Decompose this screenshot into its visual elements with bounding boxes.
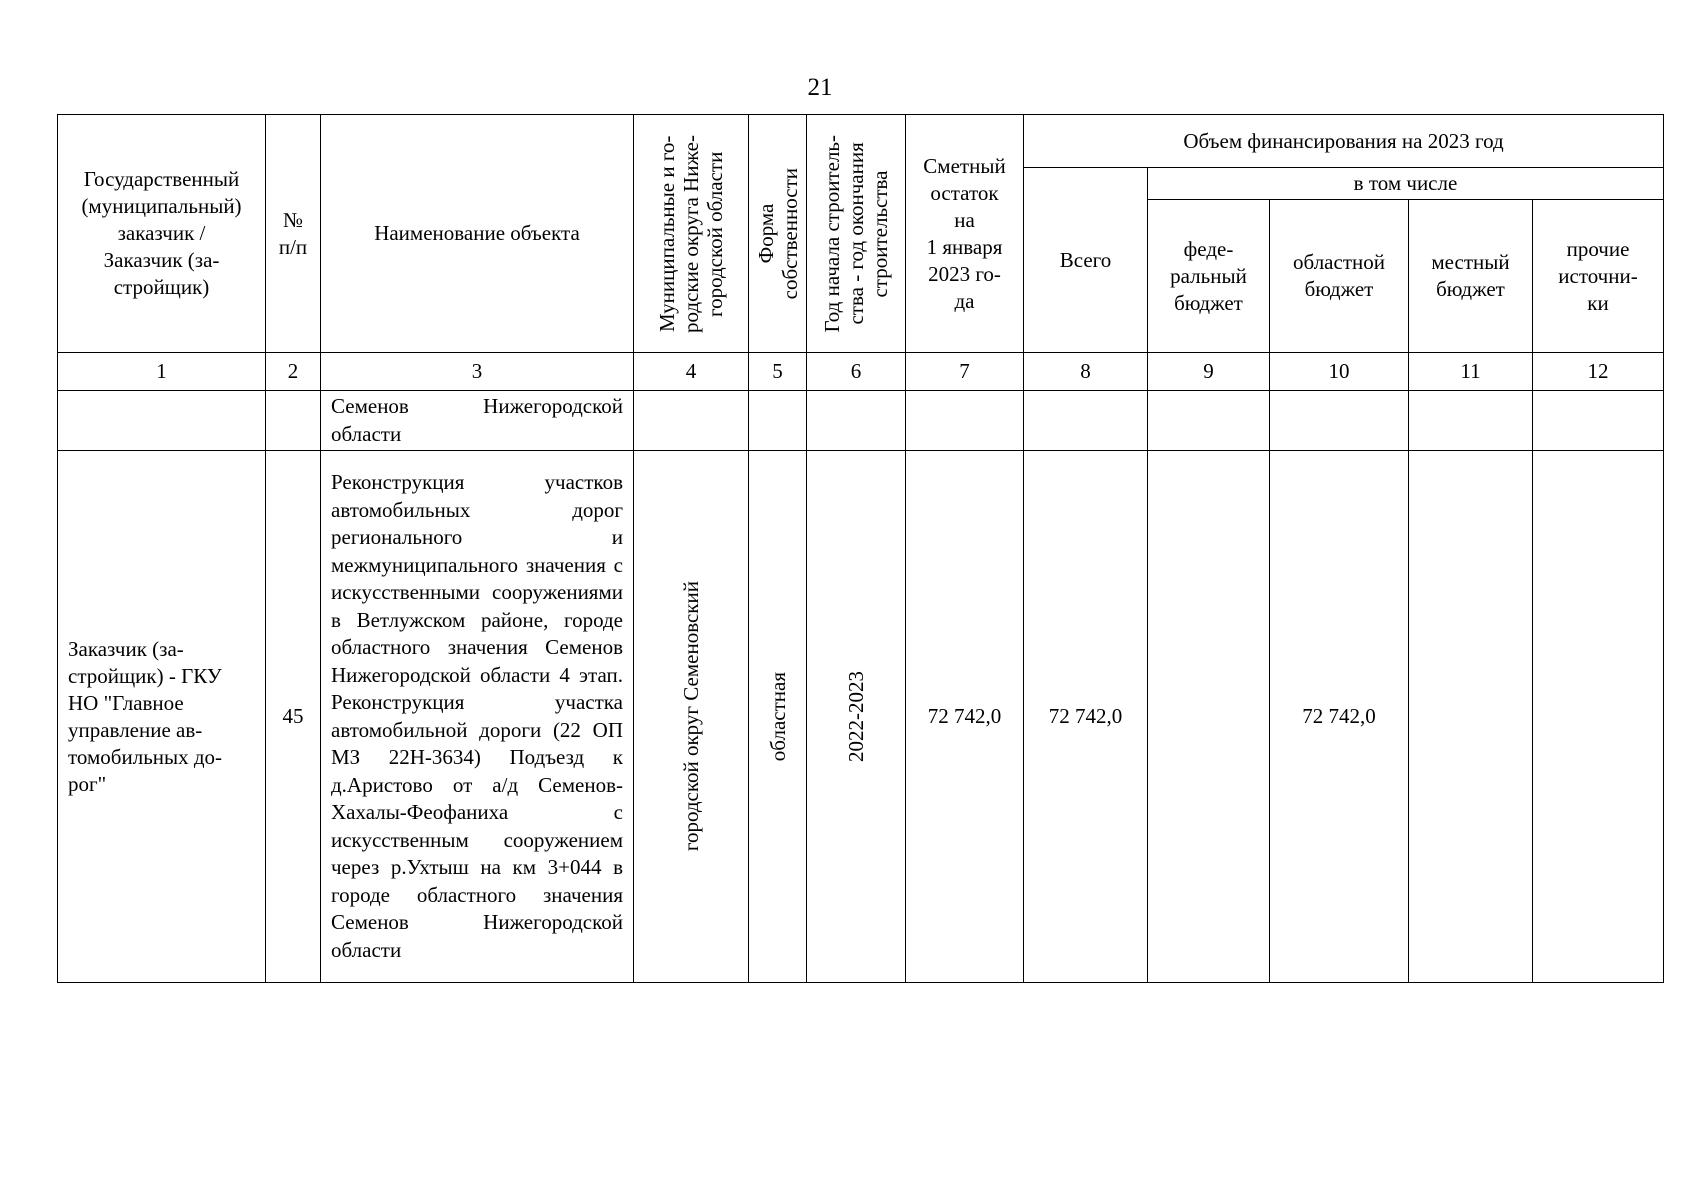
- column-number-cell: 7: [906, 353, 1024, 391]
- row-ownership-text: областная: [765, 671, 790, 762]
- header-municipal: [634, 115, 749, 353]
- header-object-name: Наименование объекта: [321, 115, 634, 353]
- row-municipality: [634, 451, 749, 983]
- header-regional: областной бюджет: [1270, 200, 1409, 353]
- header-total: Всего: [1024, 168, 1148, 353]
- empty-cell: [807, 391, 906, 451]
- header-other: прочие источни- ки: [1533, 200, 1664, 353]
- row-federal: [1148, 451, 1270, 983]
- empty-cell: [1409, 391, 1533, 451]
- column-number-cell: 1: [58, 353, 266, 391]
- empty-cell: [634, 391, 749, 451]
- header-ownership: [749, 115, 807, 353]
- continuation-row: [58, 391, 1664, 451]
- empty-cell: [58, 391, 266, 451]
- header-municipal-text: Муниципальные и го- родские округа Ниже- городской области: [655, 134, 727, 333]
- column-number-cell: 10: [1270, 353, 1409, 391]
- column-number-cell: 6: [807, 353, 906, 391]
- header-financing-group: Объем финансирования на 2023 год: [1024, 115, 1664, 168]
- header-estimate: Сметный остаток на 1 января 2023 го- да: [906, 115, 1024, 353]
- row-local: [1409, 451, 1533, 983]
- header-ownership-text: Форма собственности: [753, 167, 802, 300]
- financing-table: [57, 114, 1664, 983]
- row-ownership: [749, 451, 807, 983]
- row-municipality-text: городской округ Семеновский: [679, 581, 703, 852]
- column-number-cell: 8: [1024, 353, 1148, 391]
- empty-cell: [266, 391, 321, 451]
- row-estimate: 72 742,0: [906, 451, 1024, 983]
- empty-cell: [1148, 391, 1270, 451]
- row-object-name: Реконструкция участков автомобильных дорог регионального и межмуниципального значения с искусственными сооружениями в Ветлужском районе, городе областного значения Семенов Нижегородской области 4 этап. Реконструкция участка автомобильной дороги (22 ОП МЗ 22Н-3634) Подъезд к д.Аристово от а/д Семенов-Хахалы-Феофаниха с искусственным сооружением через р.Ухтыш на км 3+044 в городе областного значения Семенов Нижегородской области: [321, 451, 634, 983]
- row-number: 45: [266, 451, 321, 983]
- row-customer: Заказчик (за- стройщик) - ГКУ НО "Главное управление ав- томобильных до- рог": [58, 451, 266, 983]
- column-number-cell: 12: [1533, 353, 1664, 391]
- column-number-cell: 11: [1409, 353, 1533, 391]
- column-number-cell: 4: [634, 353, 749, 391]
- row-other: [1533, 451, 1664, 983]
- empty-cell: [1533, 391, 1664, 451]
- row-years-text: 2022-2023: [844, 671, 868, 762]
- header-customer: Государственный (муниципальный) заказчик / Заказчик (за- стройщик): [58, 115, 266, 353]
- header-including: в том числе: [1148, 168, 1664, 200]
- empty-cell: [1024, 391, 1148, 451]
- row-years: [807, 451, 906, 983]
- column-number-cell: 5: [749, 353, 807, 391]
- column-number-cell: 3: [321, 353, 634, 391]
- page-number: 21: [807, 74, 833, 101]
- empty-cell: [1270, 391, 1409, 451]
- header-number: № п/п: [266, 115, 321, 353]
- table-row: [58, 451, 1664, 983]
- header-years: [807, 115, 906, 353]
- header-years-text: Год начала строитель- ства - год окончания строительства: [820, 134, 892, 333]
- column-number-cell: 2: [266, 353, 321, 391]
- header-federal: феде- ральный бюджет: [1148, 200, 1270, 353]
- empty-cell: [906, 391, 1024, 451]
- row-regional: 72 742,0: [1270, 451, 1409, 983]
- row-total: 72 742,0: [1024, 451, 1148, 983]
- empty-cell: [749, 391, 807, 451]
- continuation-object-name: Семенов Нижегородской области: [321, 391, 634, 451]
- header-local: местный бюджет: [1409, 200, 1533, 353]
- column-number-cell: 9: [1148, 353, 1270, 391]
